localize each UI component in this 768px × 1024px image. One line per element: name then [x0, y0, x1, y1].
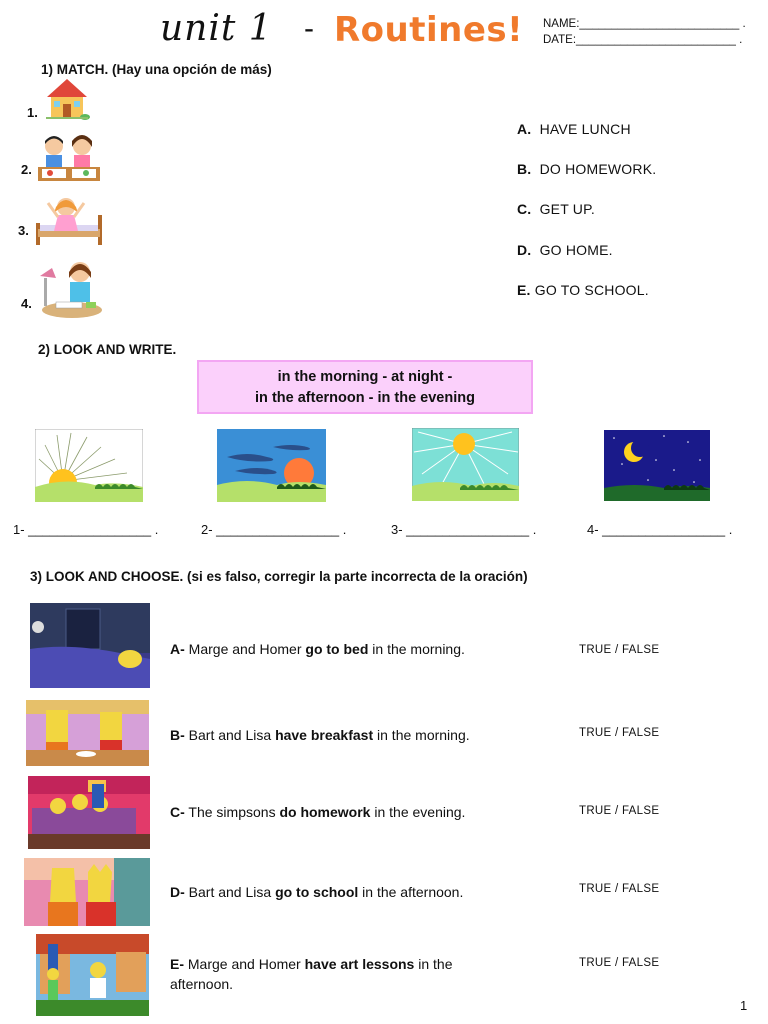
true-false-a[interactable]: TRUE / FALSE — [579, 644, 660, 656]
match-number-2: 2. — [21, 162, 32, 177]
statement-d — [170, 884, 463, 900]
option-e-text: GO TO SCHOOL. — [534, 282, 649, 298]
simpsons-art-picture — [36, 934, 149, 1016]
statement-e-activity: have art lessons — [304, 956, 415, 972]
bart-lisa-picture — [24, 858, 150, 926]
statement-c-post: in the evening. — [370, 804, 466, 820]
statement-b-pre: Bart and Lisa — [184, 727, 276, 743]
title-unit: unit 1 — [160, 8, 273, 49]
statement-a-post: in the morning. — [368, 641, 465, 657]
option-c — [517, 201, 595, 217]
match-number-3: 3. — [18, 223, 29, 238]
time-phrases-line2: in the afternoon - in the evening — [255, 390, 475, 406]
section3-title: 3) LOOK AND CHOOSE. (si es falso, corregir la parte incorrecta de la oración) — [30, 569, 528, 584]
true-false-e[interactable]: TRUE / FALSE — [579, 957, 660, 969]
true-false-b[interactable]: TRUE / FALSE — [579, 727, 660, 739]
statement-e-post: in the — [414, 956, 453, 972]
date-field[interactable]: DATE:_________________________ . — [543, 34, 743, 46]
sky-picture-3 — [412, 428, 519, 501]
option-d-text: GO HOME. — [539, 242, 613, 258]
statement-d-letter: D- — [170, 884, 185, 900]
blank-2[interactable]: 2- _________________ . — [201, 522, 347, 537]
statement-c — [170, 804, 465, 820]
option-e — [517, 282, 649, 298]
option-d — [517, 242, 613, 258]
section1-title: 1) MATCH. (Hay una opción de más) — [41, 62, 272, 77]
option-a-letter: A. — [517, 121, 532, 137]
simpsons-breakfast-picture — [26, 700, 149, 766]
blank-4[interactable]: 4- _________________ . — [587, 522, 733, 537]
statement-d-pre: Bart and Lisa — [184, 884, 276, 900]
match-number-4: 4. — [21, 296, 32, 311]
statement-c-activity: do homework — [279, 804, 371, 820]
simpsons-bed-picture — [30, 603, 150, 688]
statement-e — [170, 954, 510, 994]
blank-3[interactable]: 3- _________________ . — [391, 522, 537, 537]
option-a-text: HAVE LUNCH — [539, 121, 631, 137]
blank-1[interactable]: 1- _________________ . — [13, 522, 159, 537]
house-picture — [44, 77, 90, 121]
sky-picture-4 — [604, 430, 710, 501]
statement-d-activity: go to school — [275, 884, 359, 900]
simpsons-couch-picture — [28, 776, 150, 849]
statement-e-pre: Marge and Homer — [184, 956, 305, 972]
statement-c-letter: C- — [170, 804, 185, 820]
statement-b-post: in the morning. — [373, 727, 470, 743]
match-number-1: 1. — [27, 105, 38, 120]
option-c-text: GET UP. — [539, 201, 595, 217]
statement-d-post: in the afternoon. — [358, 884, 464, 900]
option-a — [517, 121, 631, 137]
name-field[interactable]: NAME:_________________________ . — [543, 18, 746, 30]
section2-title: 2) LOOK AND WRITE. — [38, 342, 177, 357]
time-phrases-box — [197, 360, 533, 414]
true-false-d[interactable]: TRUE / FALSE — [579, 883, 660, 895]
statement-b-letter: B- — [170, 727, 185, 743]
option-b-letter: B. — [517, 161, 532, 177]
true-false-c[interactable]: TRUE / FALSE — [579, 805, 660, 817]
statement-a-letter: A- — [170, 641, 185, 657]
statement-b-activity: have breakfast — [275, 727, 374, 743]
kids-lunch-picture — [36, 133, 102, 185]
getting-up-picture — [34, 195, 104, 247]
option-c-letter: C. — [517, 201, 532, 217]
time-phrases-line1: in the morning - at night - — [277, 369, 453, 385]
sky-picture-1 — [35, 429, 143, 502]
option-d-letter: D. — [517, 242, 532, 258]
option-e-letter: E. — [517, 282, 531, 298]
page-number: 1 — [740, 998, 748, 1013]
option-b — [517, 161, 656, 177]
statement-c-pre: The simpsons — [184, 804, 280, 820]
statement-a-activity: go to bed — [305, 641, 369, 657]
statement-a-pre: Marge and Homer — [184, 641, 306, 657]
homework-picture — [38, 258, 104, 320]
option-b-text: DO HOMEWORK. — [539, 161, 657, 177]
statement-e-letter: E- — [170, 956, 184, 972]
statement-e-post2: afternoon. — [170, 976, 234, 992]
title-routines: Routines! — [334, 10, 524, 50]
statement-b — [170, 727, 470, 743]
statement-a — [170, 641, 465, 657]
title-dash: - — [304, 12, 314, 45]
sky-picture-2 — [217, 429, 326, 502]
